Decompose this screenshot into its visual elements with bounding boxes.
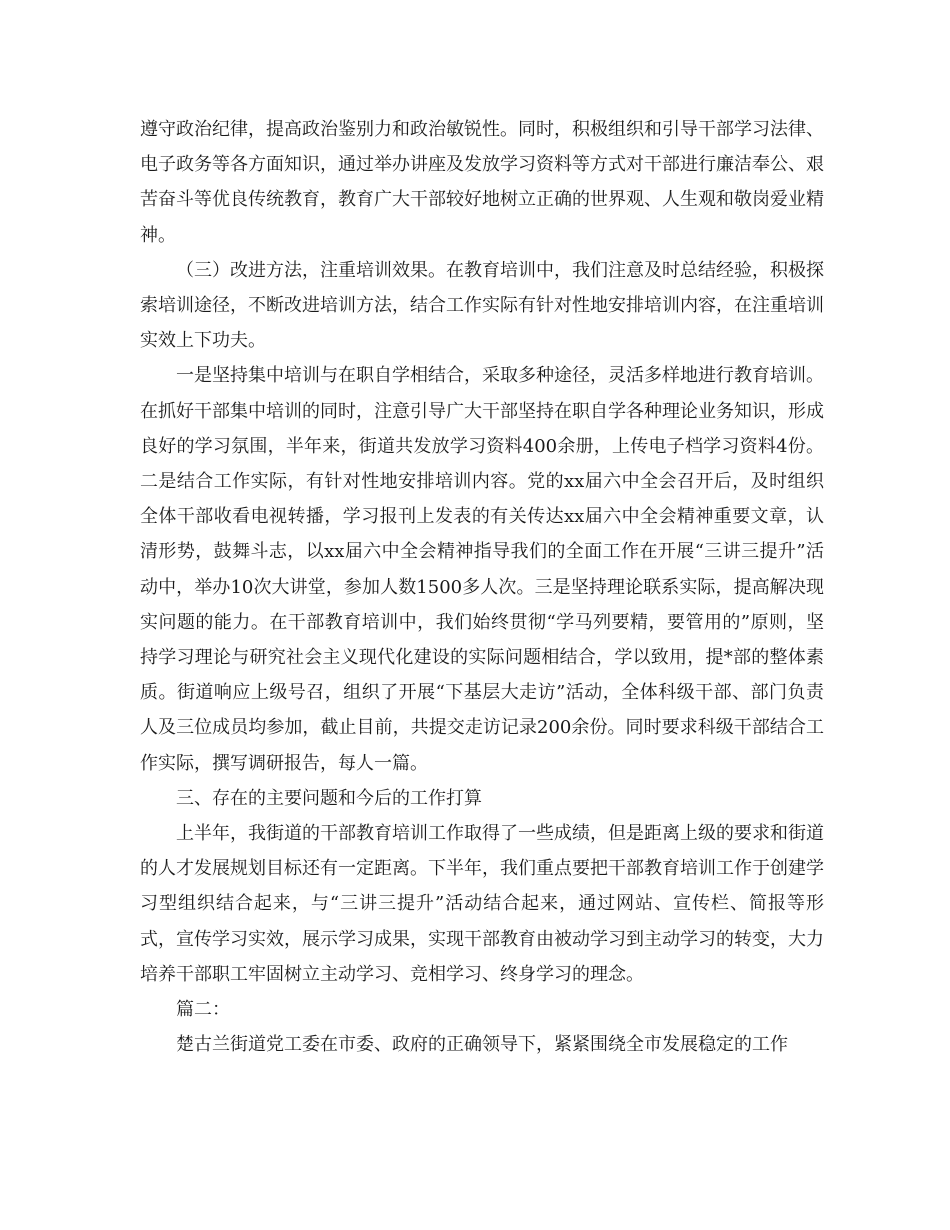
section-heading-problems: 三、存在的主要问题和今后的工作打算 [176,787,482,809]
paragraph-continuation: 遵守政治纪律，提高政治鉴别力和政治敏锐性。同时，积极组织和引导干部学习法律、电子政务等各方面知识，通过举办讲座及发放学习资料等方式对干部进行廉洁奉公、艰苦奋斗等优良传统教育，教育广大干部较好地树立正确的世界观、人生观和敬岗爱业精神。 [140,119,824,246]
document-body [140,112,824,1062]
paragraph-section-three-methods: （三）改进方法，注重培训效果。在教育培训中，我们注意及时总结经验，积极探索培训途径，不断改进培训方法，结合工作实际有针对性地安排培训内容，在注重培训实效上下功夫。 [140,259,824,352]
paragraph-training-details: 一是坚持集中培训与在职自学相结合，采取多种途径，灵活多样地进行教育培训。在抓好干部集中培训的同时，注意引导广大干部坚持在职自学各种理论业务知识，形成良好的学习氛围，半年来，街道共发放学习资料400余册，上传电子档学习资料4份。二是结合工作实际，有针对性地安排培训内容。党的xx届六中全会召开后，及时组织全体干部收看电视转播，学习报刊上发表的有关传达xx届六中全会精神重要文章，认清形势，鼓舞斗志，以xx届六中全会精神指导我们的全面工作在开展“三讲三提升”活动中，举办10次大讲堂，参加人数1500多人次。三是坚持理论联系实际，提高解决现实问题的能力。在干部教育培训中，我们始终贯彻“学马列要精，要管用的”原则，坚持学习理论与研究社会主义现代化建设的实际问题相结合，学以致用，提*部的整体素质。街道响应上级号召，组织了开展“下基层大走访”活动，全体科级干部、部门负责人及三位成员均参加，截止目前，共提交走访记录200余份。同时要求科级干部结合工作实际，撰写调研报告，每人一篇。 [140,365,824,774]
article-two-heading: 篇二： [176,999,230,1021]
paragraph-plans: 上半年，我街道的干部教育培训工作取得了一些成绩，但是距离上级的要求和街道的人才发展规划目标还有一定距离。下半年，我们重点要把干部教育培训工作于创建学习型组织结合起来，与“三讲三提升”活动结合起来，通过网站、宣传栏、简报等形式，宣传学习实效，展示学习成果，实现干部教育由被动学习到主动学习的转变，大力培养干部职工牢固树立主动学习、竞相学习、终身学习的理念。 [140,823,824,985]
paragraph-article-two-intro: 楚古兰街道党工委在市委、政府的正确领导下，紧紧围绕全市发展稳定的工作 [176,1034,788,1056]
